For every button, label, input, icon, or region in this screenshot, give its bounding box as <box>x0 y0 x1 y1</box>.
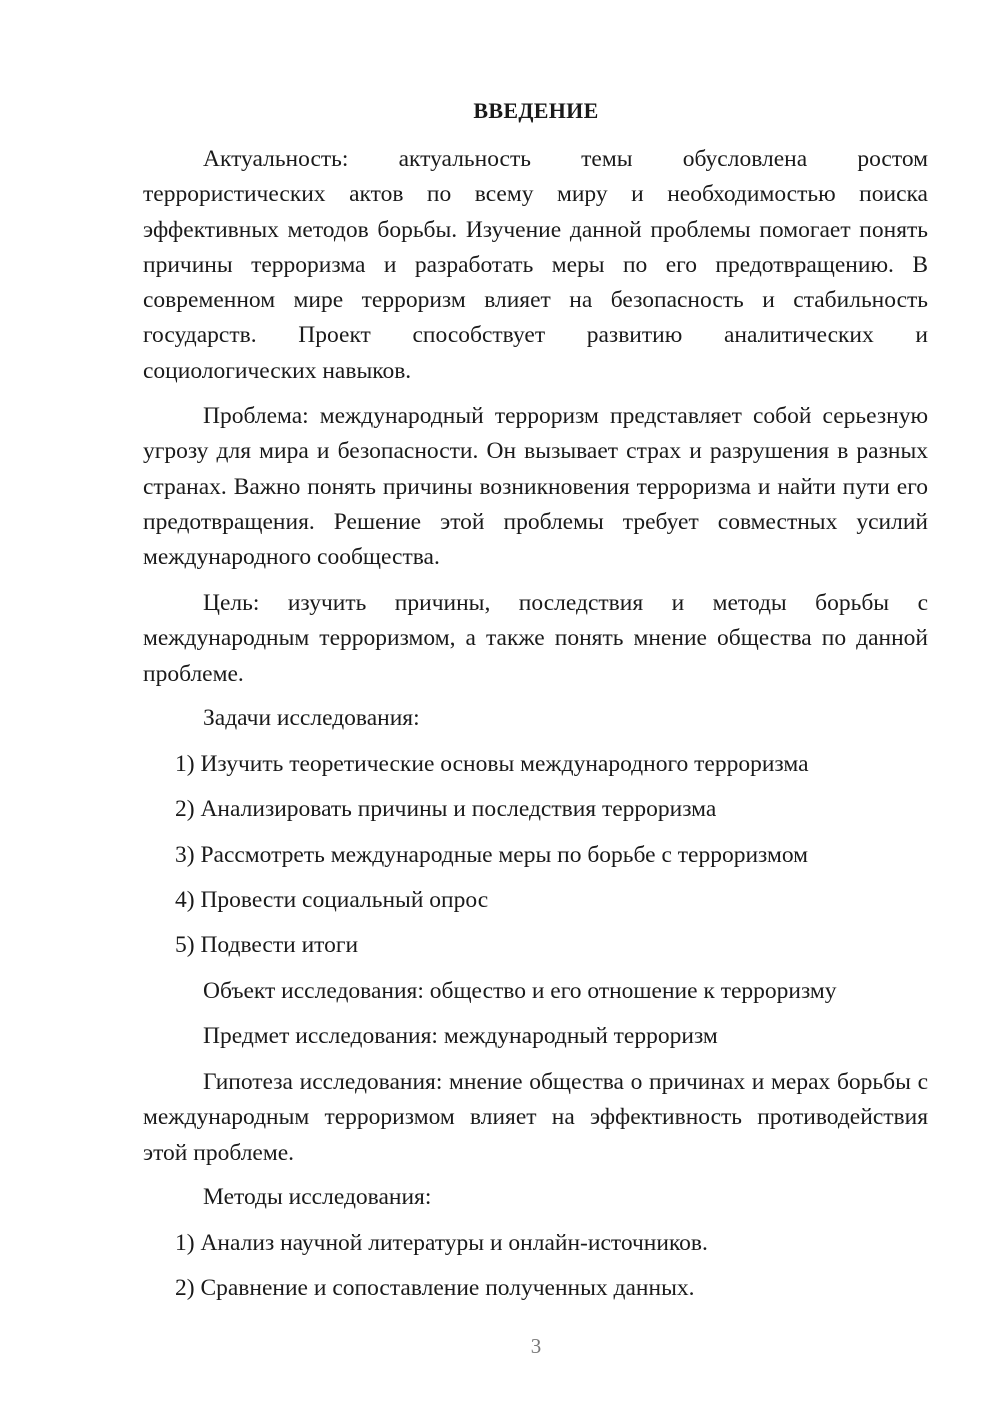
task-item-2: 2) Анализировать причины и последствия терроризма <box>175 796 717 822</box>
tasks-heading: Задачи исследования: <box>203 705 420 731</box>
method-item-2: 2) Сравнение и сопоставление полученных данных. <box>175 1275 695 1301</box>
methods-heading: Методы исследования: <box>203 1184 432 1210</box>
hypothesis-paragraph: Гипотеза исследования: мнение общества о причинах и мерах борьбы с международным терроризмом влияет на эффективность противодействия этой проблеме. <box>143 1069 928 1166</box>
task-item-3: 3) Рассмотреть международные меры по борьбе с терроризмом <box>175 842 809 868</box>
relevance-paragraph: Актуальность: актуальность темы обусловлена ростом террористических актов по всему миру и необходимостью поиска эффективных методов борьбы. Изучение данной проблемы помогает понять причины терроризма и разработать меры по его предотвращению. В современном мире терроризм влияет на безопасность и стабильность государств. Проект способствует развитию аналитических и социологических навыков. <box>143 146 928 384</box>
goal-paragraph: Цель: изучить причины, последствия и методы борьбы с международным терроризмом, а также понять мнение общества по данной проблеме. <box>143 590 928 687</box>
research-subject: Предмет исследования: международный терроризм <box>203 1023 718 1049</box>
method-item-1: 1) Анализ научной литературы и онлайн-источников. <box>175 1230 708 1256</box>
page-title: ВВЕДЕНИЕ <box>473 98 599 123</box>
task-item-4: 4) Провести социальный опрос <box>175 887 489 913</box>
research-object: Объект исследования: общество и его отношение к терроризму <box>203 978 837 1004</box>
page-number: 3 <box>530 1334 542 1358</box>
problem-paragraph: Проблема: международный терроризм представляет собой серьезную угрозу для мира и безопасности. Он вызывает страх и разрушения в разных странах. Важно понять причины возникновения терроризма и найти пути его предотвращения. Решение этой проблемы требует совместных усилий международного сообщества. <box>143 403 928 571</box>
task-item-1: 1) Изучить теоретические основы международного терроризма <box>175 751 809 777</box>
task-item-5: 5) Подвести итоги <box>175 932 359 958</box>
